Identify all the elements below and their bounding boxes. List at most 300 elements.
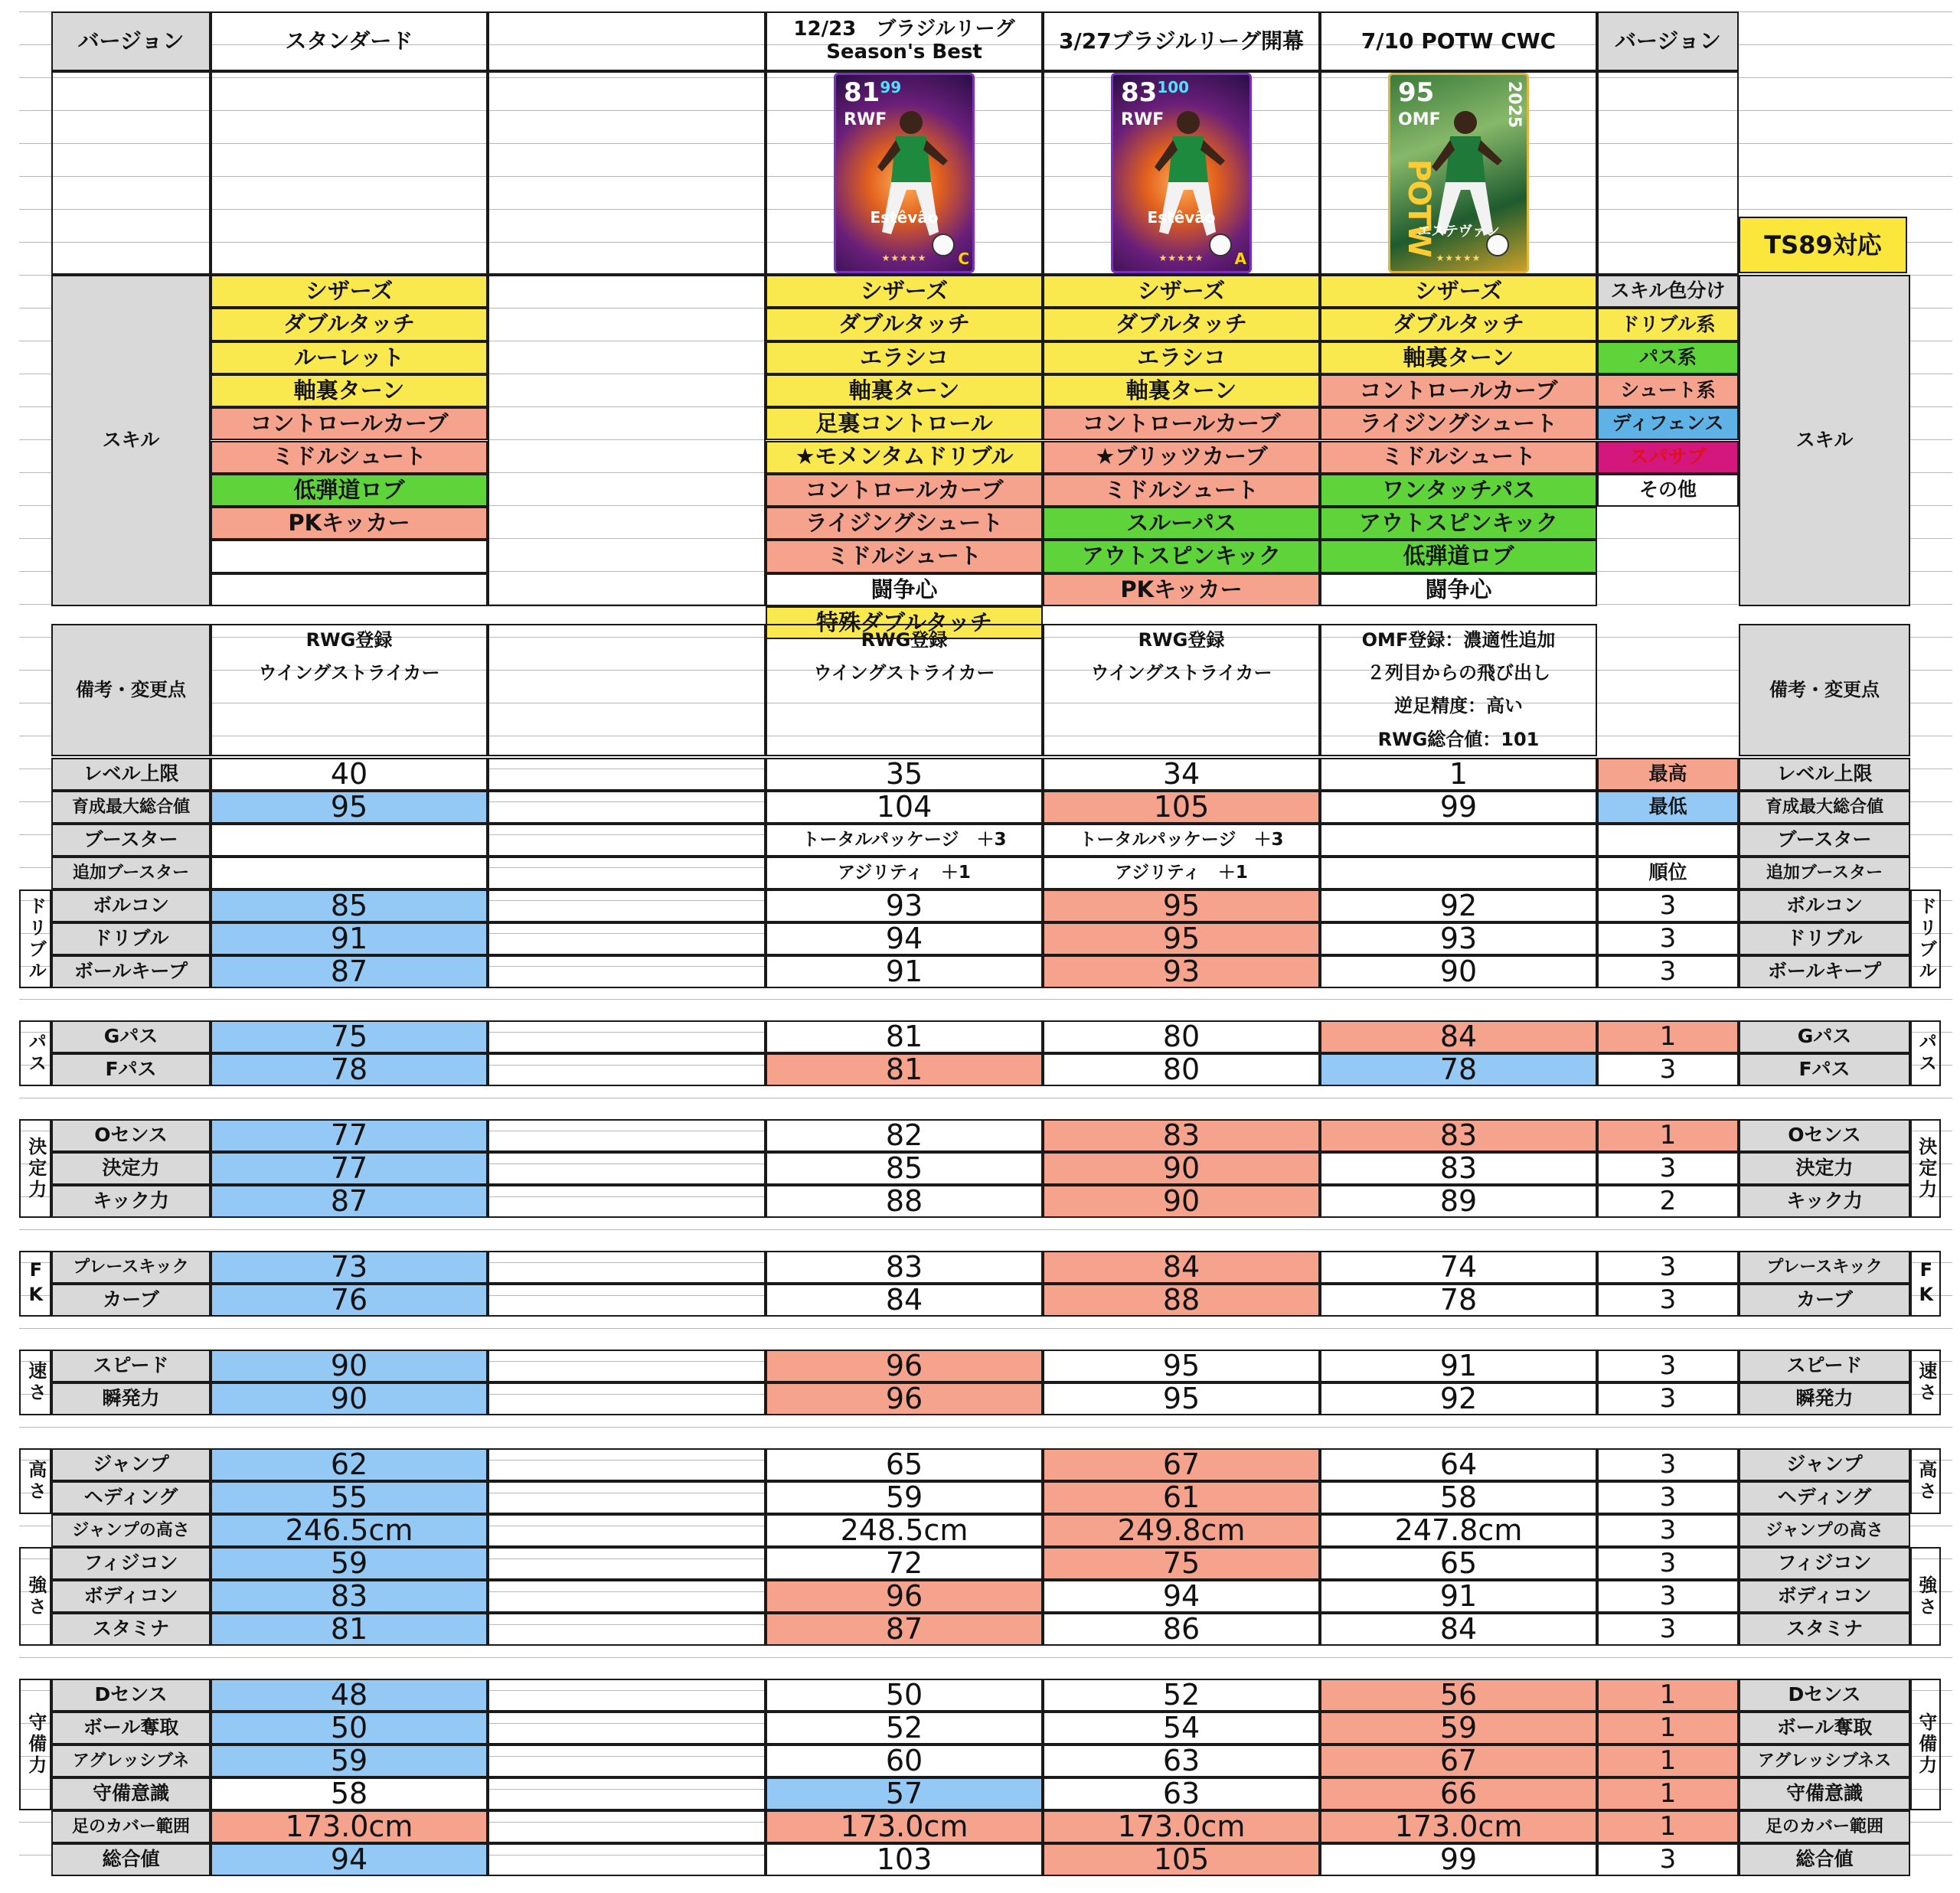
stat-value-potw: 99 (1320, 1843, 1597, 1876)
stat-value-sb: 96 (766, 1350, 1043, 1382)
card-year: 2025 (1504, 81, 1524, 129)
stat-value-std: 40 (211, 758, 488, 791)
stat-value-open: 63 (1043, 1777, 1320, 1810)
notes-label: 備考・変更点 (51, 624, 211, 756)
skill-open: シザーズ (1043, 275, 1320, 308)
empty-header (488, 11, 766, 71)
group-label-right: 守備力 (1910, 1679, 1941, 1810)
stat-value-std (211, 857, 488, 889)
stat-value-sb: 96 (766, 1580, 1043, 1613)
stat-rank: 3 (1597, 1481, 1739, 1514)
stat-value-potw: 78 (1320, 1284, 1597, 1317)
empty-stat (488, 857, 766, 889)
stat-rank: 3 (1597, 1350, 1739, 1382)
note-line: RWG登録 (861, 628, 948, 651)
stat-value-std: 55 (211, 1481, 488, 1514)
stat-value-std: 85 (211, 889, 488, 922)
skill-potw: アウトスピンキック (1320, 507, 1597, 540)
stat-label-right: ボディコン (1739, 1580, 1910, 1613)
stat-value-potw: 56 (1320, 1679, 1597, 1712)
stat-value-std: 83 (211, 1580, 488, 1613)
stat-value-sb: 82 (766, 1119, 1043, 1152)
empty-stat (488, 1481, 766, 1514)
skill-potw: ワンタッチパス (1320, 474, 1597, 507)
skill-standard: ルーレット (211, 341, 488, 374)
note-line: OMF登録：濃適性追加 (1361, 628, 1556, 651)
card-position: OMF (1398, 110, 1441, 129)
skill-open: ダブルタッチ (1043, 308, 1320, 341)
stat-rank: 3 (1597, 1448, 1739, 1481)
season-best-header (766, 11, 1043, 71)
stat-value-sb: 35 (766, 758, 1043, 791)
stat-value-open: 83 (1043, 1119, 1320, 1152)
empty-notes (488, 624, 766, 756)
stat-label-right: ボールキープ (1739, 955, 1910, 988)
skill-color-legend: ドリブル系 (1597, 308, 1739, 341)
stat-value-open: 67 (1043, 1448, 1320, 1481)
empty-stat (488, 1843, 766, 1876)
card-max-rating: 100 (1157, 78, 1190, 96)
skill-color-legend: スパサブ (1597, 441, 1739, 474)
skill-color-legend: ディフェンス (1597, 407, 1739, 440)
stat-label-right: 守備意識 (1739, 1777, 1910, 1810)
group-label-left: パス (19, 1020, 51, 1086)
stat-label: Fパス (51, 1053, 211, 1086)
skill-open: ★ブリッツカーブ (1043, 441, 1320, 474)
stat-value-open: 54 (1043, 1712, 1320, 1744)
stat-label-right: 瞬発力 (1739, 1382, 1910, 1415)
sb-header-line2: Season's Best (826, 41, 982, 64)
skill-sb: ダブルタッチ (766, 308, 1043, 341)
skill-standard: コントロールカーブ (211, 407, 488, 440)
skill-standard: シザーズ (211, 275, 488, 308)
stat-rank: 1 (1597, 1020, 1739, 1053)
group-label-right: 高さ (1910, 1448, 1941, 1514)
stat-label-right: 決定力 (1739, 1152, 1910, 1185)
empty-stat (488, 1284, 766, 1317)
stat-value-potw: 92 (1320, 889, 1597, 922)
empty-stat (488, 1810, 766, 1843)
stat-value-open: 75 (1043, 1547, 1320, 1580)
stat-value-sb: 81 (766, 1020, 1043, 1053)
stat-label-right: プレースキック (1739, 1251, 1910, 1284)
stat-value-sb: アジリティ ＋1 (766, 857, 1043, 889)
stat-value-open: 95 (1043, 889, 1320, 922)
standard-image-empty (211, 71, 488, 275)
stat-value-potw: 91 (1320, 1350, 1597, 1382)
stat-value-potw (1320, 824, 1597, 857)
note-line (211, 690, 488, 723)
stat-value-potw: 78 (1320, 1053, 1597, 1086)
stat-value-std: 173.0cm (211, 1810, 488, 1843)
empty-stat (488, 1547, 766, 1580)
empty-stat (488, 1712, 766, 1744)
stat-rank: 1 (1597, 1712, 1739, 1744)
empty-stat (488, 1744, 766, 1777)
stat-label-right: ドリブル (1739, 922, 1910, 955)
stat-value-sb: 83 (766, 1251, 1043, 1284)
stat-value-std: 58 (211, 1777, 488, 1810)
empty-image (488, 71, 766, 275)
empty-stat (488, 1251, 766, 1284)
empty-stat (488, 1382, 766, 1415)
card-stars: ★★★★★ (1158, 253, 1204, 263)
empty-stat (488, 922, 766, 955)
stat-label: 瞬発力 (51, 1382, 211, 1415)
stat-label: 決定力 (51, 1152, 211, 1185)
group-label-left: 高さ (19, 1448, 51, 1514)
note-line (766, 723, 1043, 756)
stat-value-open: 105 (1043, 1843, 1320, 1876)
stat-value-potw: 247.8cm (1320, 1514, 1597, 1547)
group-label-right: パス (1910, 1020, 1941, 1086)
stat-rank: 3 (1597, 1580, 1739, 1613)
stat-label-right: Oセンス (1739, 1119, 1910, 1152)
empty-stat (488, 1152, 766, 1185)
stat-value-open: 95 (1043, 1350, 1320, 1382)
sb-header-line1: 12/23 ブラジルリーグ (793, 18, 1015, 41)
stat-value-potw: 59 (1320, 1712, 1597, 1744)
stat-rank (1597, 824, 1739, 857)
stat-value-std: 48 (211, 1679, 488, 1712)
right-version-label: バージョン (1597, 11, 1739, 71)
stat-label-right: スタミナ (1739, 1613, 1910, 1646)
empty-stat (488, 1448, 766, 1481)
empty-stat (488, 1514, 766, 1547)
stat-label-right: 育成最大総合値 (1739, 791, 1910, 824)
card-position: RWF (1121, 110, 1165, 129)
group-label-left: 速さ (19, 1350, 51, 1415)
skill-potw: 低弾道ロブ (1320, 540, 1597, 573)
stat-rank: 3 (1597, 1547, 1739, 1580)
stat-label-right: Fパス (1739, 1053, 1910, 1086)
group-label-right: 強さ (1910, 1547, 1941, 1646)
legend-lowest: 最低 (1597, 791, 1739, 824)
stat-value-potw: 93 (1320, 922, 1597, 955)
group-label-left: 強さ (19, 1547, 51, 1646)
note-line: RWG登録 (1138, 628, 1225, 651)
stat-label: アグレッシブネ (51, 1744, 211, 1777)
stat-value-potw: 1 (1320, 758, 1597, 791)
stat-label-right: ジャンプの高さ (1739, 1514, 1910, 1547)
skill-sb: 闘争心 (766, 573, 1043, 606)
stat-label: プレースキック (51, 1251, 211, 1284)
stat-value-potw (1320, 857, 1597, 889)
stat-label-right: 追加ブースター (1739, 857, 1910, 889)
image-label-empty (51, 71, 211, 275)
stat-value-sb: 81 (766, 1053, 1043, 1086)
note-line (1043, 723, 1320, 756)
skill-standard (211, 540, 488, 573)
stat-value-open: 90 (1043, 1152, 1320, 1185)
stat-value-sb: 57 (766, 1777, 1043, 1810)
stat-value-sb: 60 (766, 1744, 1043, 1777)
stat-label-right: 総合値 (1739, 1843, 1910, 1876)
note-line: ウイングストライカー (1090, 662, 1272, 684)
stat-value-potw: 84 (1320, 1613, 1597, 1646)
stat-rank: 3 (1597, 1152, 1739, 1185)
stat-value-std: 62 (211, 1448, 488, 1481)
stat-label-right: カーブ (1739, 1284, 1910, 1317)
empty-stat (488, 1020, 766, 1053)
stat-value-std: 76 (211, 1284, 488, 1317)
skill-standard: 軸裏ターン (211, 374, 488, 407)
stat-label: カーブ (51, 1284, 211, 1317)
stat-value-potw: 89 (1320, 1185, 1597, 1218)
stat-value-open: 173.0cm (1043, 1810, 1320, 1843)
stat-value-potw: 83 (1320, 1119, 1597, 1152)
stat-value-open: 61 (1043, 1481, 1320, 1514)
stat-value-potw: 99 (1320, 791, 1597, 824)
stat-value-sb: 65 (766, 1448, 1043, 1481)
skill-open: アウトスピンキック (1043, 540, 1320, 573)
stat-label-right: ボルコン (1739, 889, 1910, 922)
ts89-badge: TS89対応 (1739, 217, 1907, 273)
stat-value-sb: 93 (766, 889, 1043, 922)
stat-value-sb: 88 (766, 1185, 1043, 1218)
stat-label-right: ボール奪取 (1739, 1712, 1910, 1744)
skill-standard: 低弾道ロブ (211, 474, 488, 507)
stat-value-potw: 67 (1320, 1744, 1597, 1777)
stat-value-open: 80 (1043, 1020, 1320, 1053)
skill-sb: ライジングシュート (766, 507, 1043, 540)
stat-value-potw: 66 (1320, 1777, 1597, 1810)
stat-label-right: キック力 (1739, 1185, 1910, 1218)
stat-value-sb: 248.5cm (766, 1514, 1043, 1547)
rank-header: 順位 (1597, 857, 1739, 889)
stat-label: フィジコン (51, 1547, 211, 1580)
empty-stat (488, 1679, 766, 1712)
stat-label-right: ジャンプ (1739, 1448, 1910, 1481)
skill-sb: 特殊ダブルタッチ (766, 606, 1043, 639)
stat-rank: 3 (1597, 1514, 1739, 1547)
stat-value-potw: 83 (1320, 1152, 1597, 1185)
group-label-right: 決定力 (1910, 1119, 1941, 1218)
stat-value-std: 81 (211, 1613, 488, 1646)
skill-sb: ミドルシュート (766, 540, 1043, 573)
potw-header: 7/10 POTW CWC (1320, 11, 1597, 71)
card-rating: 95 (1398, 77, 1435, 108)
stat-value-open: 249.8cm (1043, 1514, 1320, 1547)
stat-value-sb: 59 (766, 1481, 1043, 1514)
stat-value-std: 87 (211, 955, 488, 988)
stat-value-potw: 65 (1320, 1547, 1597, 1580)
player-card-3 (1388, 73, 1529, 273)
stat-value-sb: 104 (766, 791, 1043, 824)
stat-rank: 3 (1597, 1284, 1739, 1317)
group-label-right: FK (1910, 1251, 1941, 1317)
stat-label: ボールキープ (51, 955, 211, 988)
stat-rank: 1 (1597, 1119, 1739, 1152)
stat-label: 足のカバー範囲 (51, 1810, 211, 1843)
skill-potw: ライジングシュート (1320, 407, 1597, 440)
card-stars: ★★★★★ (1436, 253, 1481, 263)
stat-value-std: 59 (211, 1547, 488, 1580)
stat-value-std: 75 (211, 1020, 488, 1053)
stat-label-right: フィジコン (1739, 1547, 1910, 1580)
group-label-right: ドリブル (1910, 889, 1941, 988)
group-label-left: ドリブル (19, 889, 51, 988)
stat-label: ブースター (51, 824, 211, 857)
stat-label-right: アグレッシブネス (1739, 1744, 1910, 1777)
note-line: RWG総合値：101 (1377, 728, 1540, 750)
skill-color-legend: スキル色分け (1597, 275, 1739, 308)
skill-open: PKキッカー (1043, 573, 1320, 606)
standard-header: スタンダード (211, 11, 488, 71)
empty-stat (488, 758, 766, 791)
stat-value-open: トータルパッケージ ＋3 (1043, 824, 1320, 857)
stat-label: 守備意識 (51, 1777, 211, 1810)
stat-label-right: ヘディング (1739, 1481, 1910, 1514)
note-line: ウイングストライカー (258, 662, 440, 684)
empty-stat (488, 791, 766, 824)
skill-potw: 軸裏ターン (1320, 341, 1597, 374)
skill-open: ミドルシュート (1043, 474, 1320, 507)
player-card-1 (834, 73, 975, 273)
stat-rank: 1 (1597, 1810, 1739, 1843)
stat-value-sb: 84 (766, 1284, 1043, 1317)
league-opening-header: 3/27ブラジルリーグ開幕 (1043, 11, 1320, 71)
stat-value-potw: 58 (1320, 1481, 1597, 1514)
stat-value-sb: 96 (766, 1382, 1043, 1415)
empty-stat (488, 824, 766, 857)
note-line: ２列目からの飛び出し (1367, 662, 1550, 684)
stat-label: Oセンス (51, 1119, 211, 1152)
stat-label-right: Gパス (1739, 1020, 1910, 1053)
card-max-rating: 99 (880, 78, 902, 96)
stat-value-open: 88 (1043, 1284, 1320, 1317)
stat-label-right: 足のカバー範囲 (1739, 1810, 1910, 1843)
stat-rank: 3 (1597, 889, 1739, 922)
stat-label: ボール奪取 (51, 1712, 211, 1744)
empty-stat (488, 1613, 766, 1646)
skill-open: スルーパス (1043, 507, 1320, 540)
stat-value-std: 94 (211, 1843, 488, 1876)
skill-sb: ★モメンタムドリブル (766, 441, 1043, 474)
card-rating: 83 (1121, 77, 1158, 108)
stat-value-std: 91 (211, 922, 488, 955)
stat-label: Gパス (51, 1020, 211, 1053)
stat-label-right: Dセンス (1739, 1679, 1910, 1712)
stat-value-potw: 64 (1320, 1448, 1597, 1481)
skill-potw: ミドルシュート (1320, 441, 1597, 474)
skill-potw: コントロールカーブ (1320, 374, 1597, 407)
stat-label: ジャンプ (51, 1448, 211, 1481)
card-position: RWF (844, 110, 887, 129)
skill-standard: PKキッカー (211, 507, 488, 540)
skill-potw: 闘争心 (1320, 573, 1597, 606)
stat-value-sb: 103 (766, 1843, 1043, 1876)
stat-rank: 3 (1597, 1053, 1739, 1086)
stat-value-open: 94 (1043, 1580, 1320, 1613)
empty-stat (488, 1119, 766, 1152)
note-line (766, 690, 1043, 723)
group-label-left: FK (19, 1251, 51, 1317)
stat-rank: 1 (1597, 1777, 1739, 1810)
skills-label: スキル (51, 275, 211, 606)
stat-label: ヘディング (51, 1481, 211, 1514)
stat-value-sb: 85 (766, 1152, 1043, 1185)
empty-stat (488, 1185, 766, 1218)
skill-open: コントロールカーブ (1043, 407, 1320, 440)
note-line (211, 723, 488, 756)
skill-standard: ミドルシュート (211, 441, 488, 474)
stat-label: ボルコン (51, 889, 211, 922)
empty-skills (488, 275, 766, 606)
group-label-left: 守備力 (19, 1679, 51, 1810)
stat-value-sb: 173.0cm (766, 1810, 1043, 1843)
card-player-name: エステヴァン (1417, 224, 1500, 240)
right-image-empty (1597, 71, 1739, 275)
stat-value-open: 34 (1043, 758, 1320, 791)
empty-stat (488, 1350, 766, 1382)
stat-rank: 3 (1597, 922, 1739, 955)
stat-label: 育成最大総合値 (51, 791, 211, 824)
card-rating: 81 (844, 77, 880, 108)
skill-color-legend: シュート系 (1597, 374, 1739, 407)
note-line: 逆足精度：高い (1394, 695, 1523, 717)
skill-sb: シザーズ (766, 275, 1043, 308)
legend-highest: 最高 (1597, 758, 1739, 791)
stat-value-std: 59 (211, 1744, 488, 1777)
stat-value-sb: 91 (766, 955, 1043, 988)
stat-value-std: 73 (211, 1251, 488, 1284)
stat-value-std: 77 (211, 1119, 488, 1152)
stat-value-open: 80 (1043, 1053, 1320, 1086)
stat-value-std: 77 (211, 1152, 488, 1185)
stat-value-potw: 84 (1320, 1020, 1597, 1053)
stat-value-open: 84 (1043, 1251, 1320, 1284)
stat-label-right: スピード (1739, 1350, 1910, 1382)
empty-stat (488, 889, 766, 922)
card-tag: C (958, 250, 969, 268)
skill-potw: シザーズ (1320, 275, 1597, 308)
stat-value-open: 93 (1043, 955, 1320, 988)
stat-rank: 3 (1597, 955, 1739, 988)
stat-value-open: 105 (1043, 791, 1320, 824)
stat-label: スタミナ (51, 1613, 211, 1646)
stat-value-open: 90 (1043, 1185, 1320, 1218)
stat-value-std: 50 (211, 1712, 488, 1744)
stat-value-open: 86 (1043, 1613, 1320, 1646)
comparison-sheet (19, 11, 1952, 1883)
stat-value-std: 246.5cm (211, 1514, 488, 1547)
skill-sb: コントロールカーブ (766, 474, 1043, 507)
stat-value-std: 90 (211, 1350, 488, 1382)
stat-label: レベル上限 (51, 758, 211, 791)
stat-label: ジャンプの高さ (51, 1514, 211, 1547)
stat-value-sb: 94 (766, 922, 1043, 955)
skill-open: エラシコ (1043, 341, 1320, 374)
skill-open: 軸裏ターン (1043, 374, 1320, 407)
stat-value-potw: 74 (1320, 1251, 1597, 1284)
stat-value-sb: 50 (766, 1679, 1043, 1712)
stat-value-open: 95 (1043, 1382, 1320, 1415)
stat-label-right: レベル上限 (1739, 758, 1910, 791)
empty-stat (488, 955, 766, 988)
stat-value-sb: 87 (766, 1613, 1043, 1646)
stat-rank: 1 (1597, 1679, 1739, 1712)
version-label: バージョン (51, 11, 211, 71)
card-player-name: Estêvão (870, 208, 939, 227)
card-tag: A (1234, 250, 1246, 268)
note-line: RWG登録 (305, 628, 393, 651)
stat-rank: 1 (1597, 1744, 1739, 1777)
stat-value-open: 95 (1043, 922, 1320, 955)
empty-stat (488, 1777, 766, 1810)
stat-rank: 3 (1597, 1251, 1739, 1284)
stat-value-std: 87 (211, 1185, 488, 1218)
